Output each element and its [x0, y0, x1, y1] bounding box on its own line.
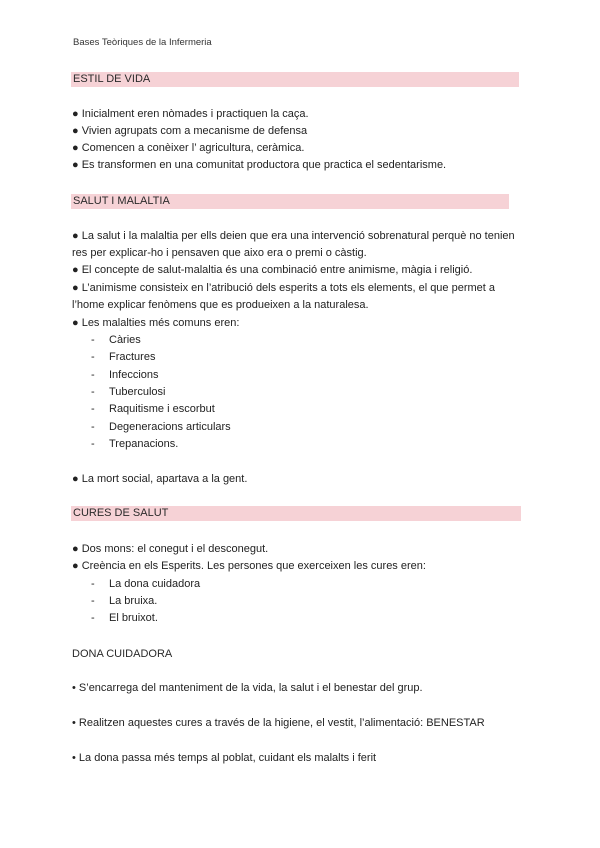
dona-bullet-3: • La dona passa més temps al poblat, cuidant els malalts i ferit [72, 752, 377, 764]
section-heading-salut-malaltia: SALUT I MALALTIA [71, 194, 509, 209]
dona-bullet-2: • Realitzen aquestes cures a través de la higiene, el vestit, l’alimentació: BENESTAR [72, 717, 485, 729]
salut-line-2: res per explicar-ho i pensaven que aixo era o premi o càstig. [72, 247, 367, 259]
bullet-agricultura: ● Comencen a conèixer l’ agricultura, ceràmica. [72, 142, 305, 154]
disease-item: - Càries [91, 334, 141, 346]
disease-item: - Degeneracions articulars [91, 421, 231, 433]
salut-closing: ● La mort social, apartava a la gent. [72, 473, 248, 485]
disease-item: - Raquitisme i escorbut [91, 403, 215, 415]
dona-bullet-1: • S’encarrega del manteniment de la vida, la salut i el benestar del grup. [72, 682, 423, 694]
carer-item: - La bruixa. [91, 595, 158, 607]
salut-line-3: ● El concepte de salut-malaltia és una combinació entre animisme, màgia i religió. [72, 264, 473, 276]
cures-line-1: ● Dos mons: el conegut i el desconegut. [72, 543, 269, 555]
disease-item: - Infeccions [91, 369, 159, 381]
disease-item: - Fractures [91, 351, 156, 363]
section-heading-cures-de-salut: CURES DE SALUT [71, 506, 521, 521]
page-header: Bases Teòriques de la Infermeria [73, 37, 212, 48]
salut-line-1: ● La salut i la malaltia per ells deien que era una intervenció sobrenatural perquè no tenien [72, 230, 515, 242]
carer-item: - El bruixot. [91, 612, 158, 624]
disease-item: - Tuberculosi [91, 386, 166, 398]
section-heading-estil-de-vida: ESTIL DE VIDA [71, 72, 519, 87]
carer-item: - La dona cuidadora [91, 578, 201, 590]
salut-line-4: ● L’animisme consisteix en l’atribució dels esperits a tots els elements, el que permet a [72, 282, 496, 294]
disease-item: - Trepanacions. [91, 438, 179, 450]
salut-line-5: l’home explicar fenòmens que es produeixen a la naturalesa. [72, 299, 369, 311]
salut-line-6: ● Les malalties més comuns eren: [72, 317, 240, 329]
cures-line-2: ● Creència en els Esperits. Les persones que exerceixen les cures eren: [72, 560, 426, 572]
bullet-nomades: ● Inicialment eren nòmades i practiquen la caça. [72, 108, 309, 120]
bullet-agrupats: ● Vivien agrupats com a mecanisme de defensa [72, 125, 308, 137]
bullet-sedentarisme: ● Es transformen en una comunitat productora que practica el sedentarisme. [72, 159, 447, 171]
section-heading-dona-cuidadora: DONA CUIDADORA [72, 648, 173, 660]
